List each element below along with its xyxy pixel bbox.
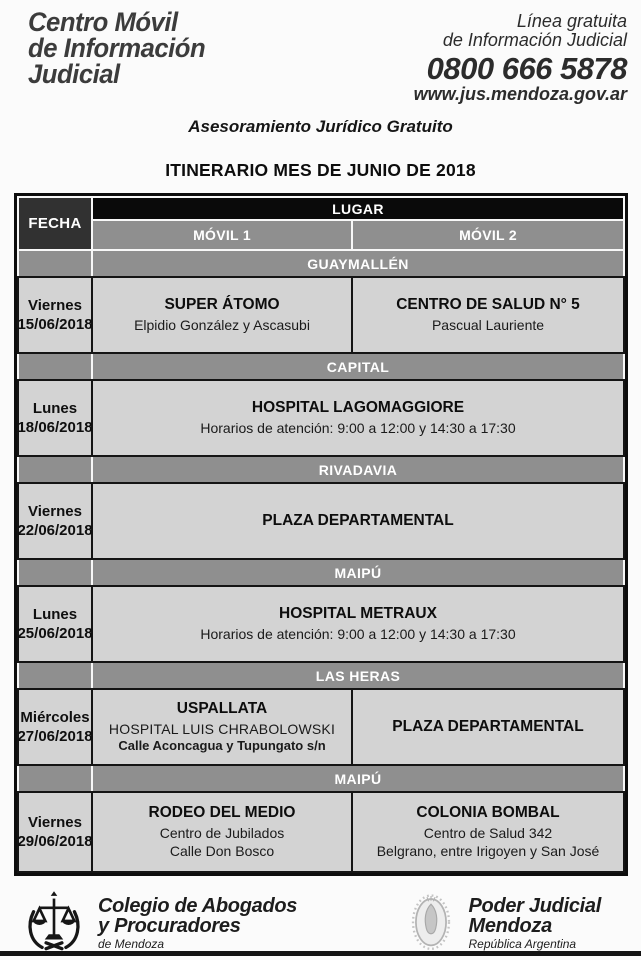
venue-title: SUPER ÁTOMO — [164, 296, 280, 314]
date-value: 29/06/2018 — [17, 833, 93, 850]
venue-hours: Horarios de atención: 9:00 a 12:00 y 14:30 a 17:30 — [200, 420, 516, 437]
table-header — [17, 196, 625, 251]
venue-title: CENTRO DE SALUD N° 5 — [396, 296, 580, 314]
schedule-row-25-06 — [17, 585, 625, 663]
schedule-row-18-06 — [17, 379, 625, 457]
section-left-spacer — [19, 457, 91, 482]
poder-line-2: Mendoza — [468, 915, 552, 937]
venue-detail: Centro de Jubilados — [159, 825, 285, 842]
venue-title: HOSPITAL LAGOMAGGIORE — [251, 399, 465, 417]
date-cell — [19, 587, 91, 661]
venue-hours: Horarios de atención: 9:00 a 12:00 y 14:30 a 17:30 — [200, 626, 516, 643]
venue-address: Belgrano, entre Irigoyen y San José — [376, 843, 600, 860]
date-weekday: Lunes — [32, 399, 78, 417]
date-weekday: Viernes — [28, 502, 82, 520]
section-row-rivadavia — [17, 457, 625, 482]
centro-movil-logo-text — [28, 7, 206, 89]
colegio-abogados-logo — [18, 888, 297, 959]
date-cell — [19, 278, 91, 352]
venue-address: Calle Don Bosco — [169, 843, 275, 860]
section-left-spacer — [19, 766, 91, 791]
colegio-line-2: y Procuradores — [98, 915, 241, 937]
page-header — [0, 0, 641, 105]
venue-title: RODEO DEL MEDIO — [148, 804, 296, 822]
venue-title: USPALLATA — [176, 700, 268, 717]
section-name-capital: CAPITAL — [93, 354, 623, 379]
schedule-row-27-06 — [17, 688, 625, 766]
date-value: 18/06/2018 — [17, 419, 93, 436]
venue-title: HOSPITAL METRAUX — [279, 605, 437, 623]
column-header-movil2: MÓVIL 2 — [353, 221, 623, 249]
document-title: ITINERARIO MES DE JUNIO DE 2018 — [165, 160, 476, 180]
section-row-guaymallen — [17, 251, 625, 276]
date-value: 27/06/2018 — [17, 728, 93, 745]
colegio-line-1: Colegio de Abogados — [98, 895, 298, 917]
section-left-spacer — [19, 251, 91, 276]
column-header-fecha: FECHA — [19, 198, 91, 249]
date-weekday: Viernes — [28, 296, 82, 314]
colegio-abogados-text — [98, 896, 297, 950]
section-row-las-heras — [17, 663, 625, 688]
movil1-venue — [93, 278, 351, 352]
hotline-block — [414, 12, 627, 105]
date-weekday: Lunes — [32, 605, 78, 623]
movil2-venue — [353, 278, 623, 352]
movil1-venue — [93, 793, 351, 871]
poder-line-1: Poder Judicial — [468, 895, 601, 917]
venue-spanning — [93, 484, 623, 558]
section-left-spacer — [19, 663, 91, 688]
section-row-capital — [17, 354, 625, 379]
poder-judicial-text — [468, 896, 601, 950]
section-name-rivadavia: RIVADAVIA — [93, 457, 623, 482]
date-cell — [19, 793, 91, 871]
movil2-venue — [353, 793, 623, 871]
venue-spanning — [93, 587, 623, 661]
venue-subtitle: HOSPITAL LUIS CHRABOLOWSKI — [108, 720, 336, 737]
movil1-venue — [93, 690, 351, 764]
provincial-seal-icon — [402, 888, 460, 959]
brand-line-1: Centro Móvil — [28, 7, 178, 37]
brand-line-3: Judicial — [28, 58, 120, 89]
section-name-maipu-2: MAIPÚ — [93, 766, 623, 791]
venue-title: PLAZA DEPARTAMENTAL — [392, 717, 584, 735]
page-footer — [0, 876, 641, 960]
venue-address: Pascual Lauriente — [431, 317, 545, 334]
date-cell — [19, 381, 91, 455]
date-cell — [19, 484, 91, 558]
venue-address: Elpidio González y Ascasubi — [134, 317, 310, 334]
colegio-line-3: de Mendoza — [98, 937, 165, 951]
venue-title: PLAZA DEPARTAMENTAL — [262, 511, 454, 529]
poder-judicial-logo — [402, 888, 601, 959]
brand-line-2: de Información — [28, 32, 206, 63]
schedule-row-22-06 — [17, 482, 625, 560]
section-name-maipu-1: MAIPÚ — [93, 560, 623, 585]
date-weekday: Miércoles — [20, 708, 90, 726]
venue-detail: Centro de Salud 342 — [423, 825, 553, 842]
venue-title: COLONIA BOMBAL — [416, 804, 560, 822]
section-left-spacer — [19, 354, 91, 379]
section-left-spacer — [19, 560, 91, 585]
column-header-movil1: MÓVIL 1 — [93, 221, 351, 249]
scales-of-justice-icon — [18, 888, 90, 959]
venue-spanning — [93, 381, 623, 455]
website-url: www.jus.mendoza.gov.ar — [413, 84, 627, 105]
date-weekday: Viernes — [28, 813, 82, 831]
column-header-lugar: LUGAR — [93, 198, 623, 219]
section-row-maipu-2 — [17, 766, 625, 791]
hotline-line-1: Línea gratuita — [516, 11, 627, 31]
schedule-row-29-06 — [17, 791, 625, 873]
hotline-phone-number: 0800 666 5878 — [426, 50, 627, 86]
date-value: 22/06/2018 — [17, 522, 93, 539]
date-value: 15/06/2018 — [17, 316, 93, 333]
schedule-row-15-06 — [17, 276, 625, 354]
date-cell — [19, 690, 91, 764]
bottom-black-bar — [0, 951, 641, 956]
hotline-line-2: de Información Judicial — [442, 30, 627, 51]
section-name-guaymallen: GUAYMALLÉN — [93, 251, 623, 276]
venue-address: Calle Aconcagua y Tupungato s/n — [118, 738, 326, 754]
section-row-maipu-1 — [17, 560, 625, 585]
section-name-las-heras: LAS HERAS — [93, 663, 623, 688]
date-value: 25/06/2018 — [17, 625, 93, 642]
poder-line-3: República Argentina — [468, 937, 577, 951]
movil2-venue — [353, 690, 623, 764]
itinerary-table — [14, 193, 628, 876]
document-subtitle: Asesoramiento Jurídico Gratuito — [188, 117, 453, 136]
